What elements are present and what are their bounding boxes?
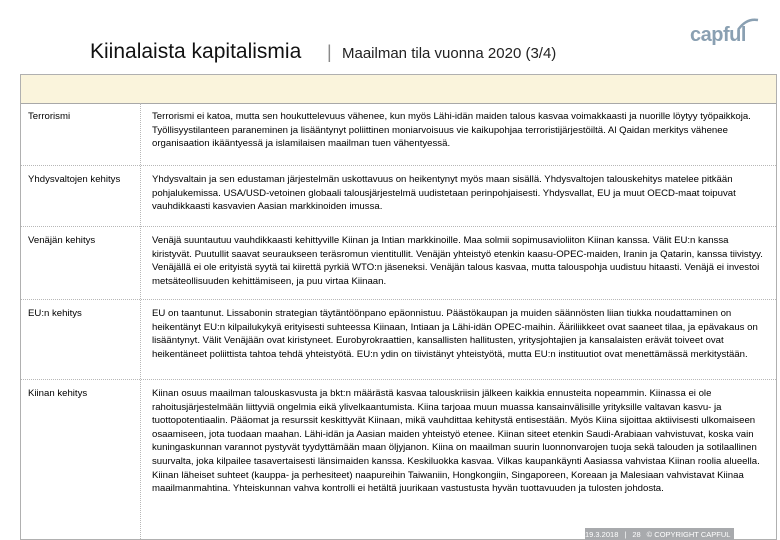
footer-date: 19.3.2018: [585, 529, 619, 539]
row-text: Yhdysvaltain ja sen edustaman järjestelmän uskottavuus on heikentynyt myös maan sisällä. Yhdysvaltojen talouskehitys matelee pitkään pohjalukemissa. USA/USD-vetoinen globaali talousjärjestelmä uudistetaan perinpohjaisesti. Yhdysvallat, EU ja muut OECD-maat toipuvat vauhdikkaasti kasvavien Aasian markkinoiden imussa.: [152, 174, 736, 213]
row-label: EU:n kehitys: [28, 308, 82, 319]
logo-swoosh-icon: [736, 18, 760, 32]
table-header-band: [21, 75, 776, 104]
slide-footer: [585, 528, 734, 540]
row-text: EU on taantunut. Lissabonin strategian täytäntöönpano epäonnistuu. Päästökaupan ja muiden säännösten liian tiukka noudattaminen on heikentänyt EU:n kilpailukykyä erityisesti suhteessa Kiinaan, Intiaan ja Lähi-idän OPEC-maihin. Ääriliikkeet ovat saaneet tilaa, ja epävakaus on lisääntynyt. Välit Venäjään ovat kiristyneet. Eurobyrokraattien, kansallisten hallitusten, yritysjohtajien ja kansalaisten erävät toiveet ovat heikentäneet poliittista tahtoa tehdä yhteistyötä. EU:n ydin on tiivistänyt yhteistyötä, mutta EU:n instituutiot ovat menettämässä merkitystään.: [152, 308, 758, 360]
row-label: Yhdysvaltojen kehitys: [28, 174, 121, 185]
row-text: Kiinan osuus maailman talouskasvusta ja bkt:n määrästä kasvaa talouskriisin jälkeen kaikkia ennusteita nopeammin. Kiinassa ei ole rahoitusjärjestelmään liittyviä ongelmia eikä ylivelkaantumista. Kiina tarjoaa muun muassa kansainvälisille yrityksille valtavan kasvu- ja tuottopotentiaalin. Pääomat ja resurssit keskittyvät Kiinaan, mikä vauhdittaa kehitystä entisestään. Myös Kiina sijoittaa aktiivisesti ulkomaiseen osaamiseen, jota tuodaan maahan. Lähi-idän ja Aasian maiden yhteistyö etenee. Kiinan siteet etenkin Saudi-Arabiaan vahvistuvat, koska vain kuningaskunnan varannot pystyvät tyydyttämään maan öljyjanon. Kiina on maailman suurin luonnonvarojen tuoja sekä talouden ja sotilaallinen suurvalta, joka kilpailee tasavertaisesti länsimaiden kanssa. Keskiluokka kasvaa. Vilkas kaupankäynti Aasiassa vahvistaa Kiinan roolia alueella. Kiinan läheiset suhteet (kauppa- ja perhesiteet) naapureihin Taiwaniin, Hongkongiin, Singaporeen, Koreaan ja Malesiaan vahvistavat Kiinaa maailmanmahtina. Yhteiskunnan vahva kontrolli ei hetältä juurikaan vastustusta hyvän tuottavuuden ja tulosten johdosta.: [152, 388, 760, 495]
table-row: [21, 227, 776, 300]
copyright-text: © COPYRIGHT CAPFUL: [646, 529, 731, 539]
page-number: 28: [632, 529, 641, 539]
title-separator: |: [327, 42, 332, 62]
slide-header: [0, 0, 780, 72]
capful-logo: [690, 18, 764, 48]
row-text: Terrorismi ei katoa, mutta sen houkuttelevuus vähenee, kun myös Lähi-idän maiden talous kasvaa voimakkaasti ja nuorille löytyy työpaikkoja. Työllisyystilanteen paraneminen ja lisääntynyt poliittinen moniarvoisuus vie kaikupohjaa terroristijärjestöiltä. Al Qaidan merkitys vähenee organisaation ikääntyessä ja islamilaisen maailman tuen vähentyessä.: [152, 111, 751, 150]
row-label: Kiinan kehitys: [28, 388, 88, 399]
page-subtitle: Maailman tila vuonna 2020 (3/4): [342, 45, 557, 62]
table-row: [21, 103, 776, 166]
table-row: [21, 166, 776, 227]
row-label: Venäjän kehitys: [28, 235, 96, 246]
table-row: [21, 300, 776, 380]
table-row: [21, 380, 776, 540]
scenario-table: [20, 74, 777, 540]
row-text: Venäjä suuntautuu vauhdikkaasti kehittyville Kiinan ja Intian markkinoille. Maa solmii sopimusavioliiton Kiinan kanssa. Välit EU:n kanssa kiristyvät. Puutullit saavat seuraukseen teräsromun vientitullit. Venäjän yhteistyö etenkin kaasu-OPEC-maiden, Iranin ja Qatarin, kanssa tiivistyy. Venäjällä ei ole erityistä syytä tai kiirettä pyrkiä WTO:n jäseneksi. Venäjän talous kasvaa, mutta talouspohja uudistuu hitaasti. Venäjä ei investoi metsäteollisuuden kehittämiseen, ja puu virtaa Kiinaan.: [152, 235, 763, 287]
logo-text: capful: [690, 24, 746, 46]
page-title: Kiinalaista kapitalismia: [90, 40, 302, 63]
footer-separator: |: [624, 529, 627, 539]
row-label: Terrorismi: [28, 111, 71, 122]
